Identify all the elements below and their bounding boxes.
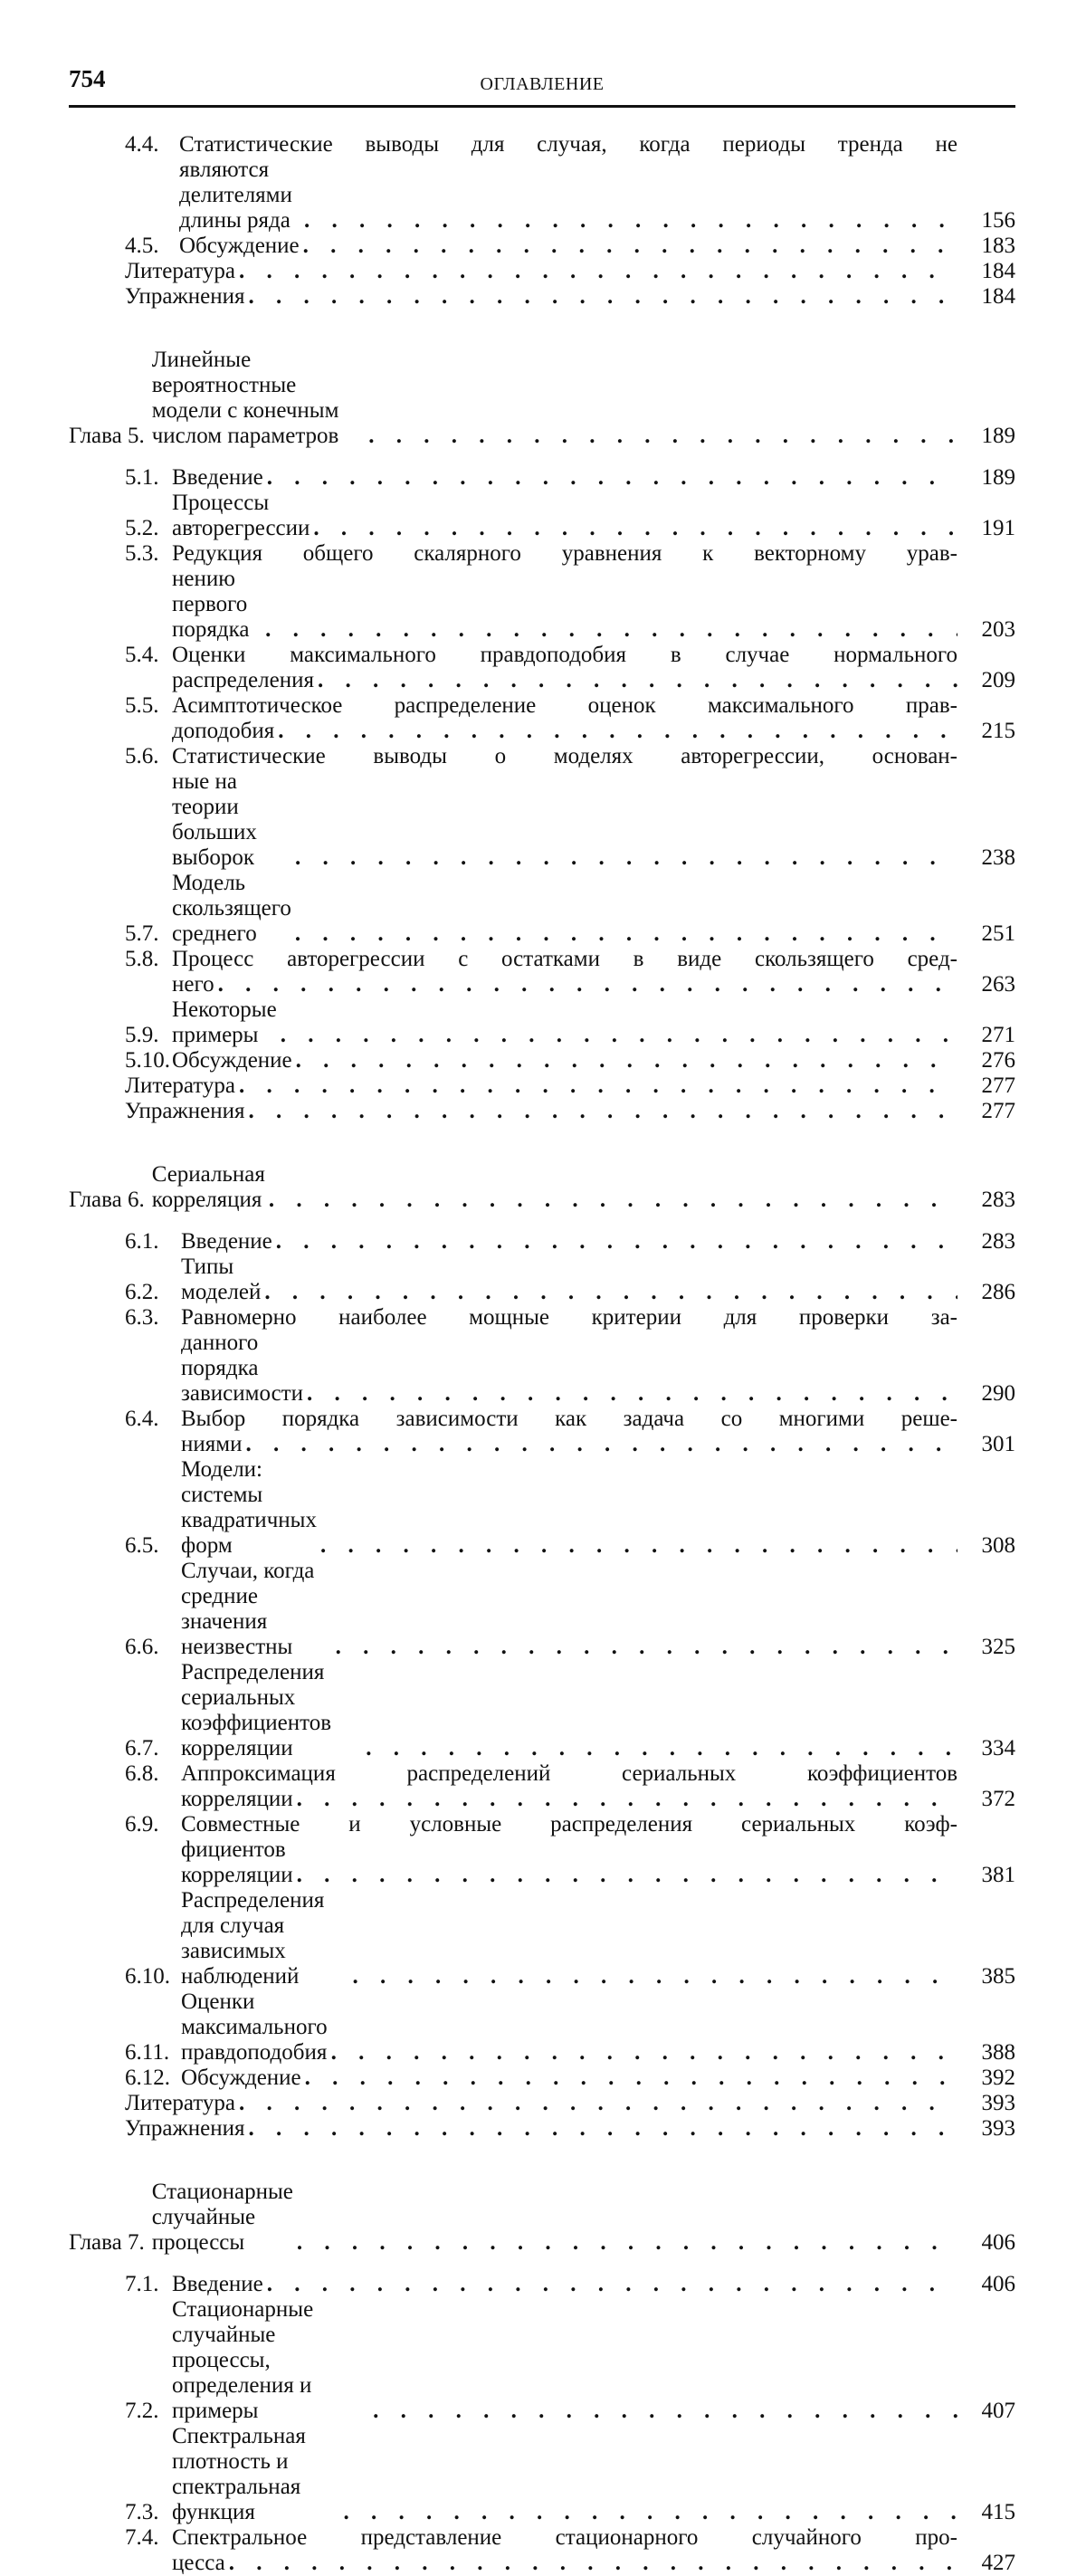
dot-leader	[303, 1381, 957, 1407]
section-number: 5.8.	[125, 947, 159, 971]
toc-section-entry[interactable]	[69, 1457, 1015, 1559]
chapter-label: Глава 5.	[69, 424, 145, 448]
dot-leader	[292, 1048, 957, 1073]
dot-leader	[263, 2272, 957, 2297]
toc-reference-entry[interactable]	[69, 1073, 1015, 1099]
section-title: Модели: системы квадратичных форм	[181, 1457, 317, 1558]
page-reference: 189	[981, 465, 1015, 490]
toc-section-entry[interactable]	[69, 541, 1015, 643]
section-number: 7.4.	[125, 2525, 159, 2550]
dot-leader	[277, 1023, 957, 1048]
section-number: 5.2.	[125, 516, 159, 540]
chapter-heading[interactable]	[69, 1162, 1015, 1213]
page-reference: 183	[981, 234, 1015, 258]
dot-leader	[244, 1099, 957, 1124]
section-title: Спектральная плотность и спектральная функция	[172, 2424, 306, 2524]
section-number: 5.1.	[125, 465, 159, 490]
page-reference: 277	[981, 1099, 1015, 1123]
chapter-heading[interactable]	[69, 348, 1015, 449]
section-number: 5.3.	[125, 541, 159, 566]
toc-section-entry[interactable]	[69, 132, 1015, 234]
dot-leader	[291, 845, 957, 871]
toc-section-entry[interactable]	[69, 1989, 1015, 2066]
dot-leader	[317, 1533, 957, 1559]
section-number: 6.11.	[125, 2040, 170, 2065]
page-reference: 263	[981, 972, 1015, 997]
section-number: 6.10.	[125, 1964, 170, 1989]
section-title: Стационарные случайные процессы, определения и примеры	[172, 2297, 314, 2423]
toc-section-entry[interactable]	[69, 234, 1015, 259]
dot-leader	[300, 208, 957, 234]
dot-leader	[291, 921, 957, 947]
section-title: Введение	[181, 1229, 272, 1254]
page-reference: 251	[981, 921, 1015, 946]
section-title: Распределения для случая зависимых наблюдений	[181, 1888, 325, 1989]
toc-section-entry[interactable]	[69, 947, 1015, 997]
toc-reference-entry[interactable]	[69, 2091, 1015, 2116]
dot-leader	[262, 617, 957, 643]
section-title: Оценки максимального правдоподобия	[181, 1989, 328, 2065]
page-reference: 372	[981, 1787, 1015, 1811]
section-title-continuation: цесса	[172, 2551, 225, 2575]
chapter5-block	[69, 348, 1015, 1124]
chapter-title: Сериальная корреляция	[151, 1162, 265, 1212]
chapter-label: Глава 7.	[69, 2230, 145, 2255]
toc-section-entry[interactable]	[69, 2424, 1015, 2525]
toc-section-entry[interactable]	[69, 2297, 1015, 2424]
section-title-continuation: корреляции	[181, 1787, 293, 1811]
page-reference: 189	[981, 424, 1015, 448]
section-title-line: Спектральное представление стационарного случайного про-	[172, 2525, 957, 2550]
table-of-contents	[69, 132, 1015, 2576]
section-title-line: Оценки максимального правдоподобия в случае нормального	[172, 643, 957, 667]
toc-section-entry[interactable]	[69, 491, 1015, 541]
dot-leader	[225, 2551, 957, 2576]
section-number: 5.6.	[125, 744, 159, 768]
dot-leader	[244, 2116, 957, 2142]
section-title-line: Редукция общего скалярного уравнения к векторному урав-	[172, 541, 957, 566]
toc-section-entry[interactable]	[69, 1305, 1015, 1407]
page-reference: 286	[981, 1280, 1015, 1304]
page-reference: 191	[981, 516, 1015, 540]
toc-section-entry[interactable]	[69, 693, 1015, 744]
chapter-label: Глава 6.	[69, 1188, 145, 1212]
chapter-heading[interactable]	[69, 2180, 1015, 2256]
section-number: 5.10.	[125, 1048, 170, 1073]
toc-section-entry[interactable]	[69, 1559, 1015, 1660]
toc-section-entry[interactable]	[69, 997, 1015, 1048]
dot-leader	[272, 1229, 957, 1255]
section-title-continuation: него	[172, 972, 214, 997]
section-title-line: Выбор порядка зависимости как задача со многими реше-	[181, 1407, 957, 1431]
dot-leader	[235, 2091, 957, 2116]
section-number: 5.5.	[125, 693, 159, 718]
page-reference: 203	[981, 617, 1015, 642]
page-reference: 393	[981, 2091, 1015, 2115]
dot-leader	[242, 1432, 957, 1457]
section-title-continuation: ниями	[181, 1432, 243, 1456]
reference-title: Упражнения	[125, 284, 245, 309]
page-reference: 215	[981, 719, 1015, 743]
section-number: 6.3.	[125, 1305, 159, 1330]
dot-leader	[235, 1073, 957, 1099]
section-title: Обсуждение	[172, 1048, 292, 1073]
section-title: Обсуждение	[181, 2066, 301, 2090]
section-title: Некоторые примеры	[172, 997, 277, 1047]
toc-reference-entry[interactable]	[69, 2116, 1015, 2142]
toc-section-entry[interactable]	[69, 1660, 1015, 1761]
toc-section-entry[interactable]	[69, 871, 1015, 947]
page-reference: 290	[981, 1381, 1015, 1406]
dot-leader	[328, 2040, 957, 2066]
page-reference: 271	[981, 1023, 1015, 1047]
section-title-line: Статистические выводы для случая, когда периоды тренда не	[179, 132, 957, 157]
toc-section-entry[interactable]	[69, 2272, 1015, 2297]
section-title-line: Совместные и условные распределения сериальных коэф-	[181, 1812, 957, 1837]
chapter-title: Стационарные случайные процессы	[151, 2180, 293, 2255]
section-title-line: Аппроксимация распределений сериальных коэффициентов	[181, 1761, 957, 1786]
page-reference: 334	[981, 1736, 1015, 1760]
page-reference: 308	[981, 1533, 1015, 1558]
toc-section-entry[interactable]	[69, 1812, 1015, 1888]
page-reference: 388	[981, 2040, 1015, 2065]
chapter6-block	[69, 1162, 1015, 2142]
section-title-line: Асимптотическое распределение оценок максимального прав-	[172, 693, 957, 718]
section-number: 6.6.	[125, 1635, 159, 1659]
section-title-continuation: распределения	[172, 668, 314, 692]
section-title-continuation: данного порядка зависимости	[181, 1331, 303, 1406]
continued-chapter-block	[69, 132, 1015, 310]
section-number: 6.4.	[125, 1407, 159, 1431]
section-title: Обсуждение	[179, 234, 300, 258]
page-reference: 276	[981, 1048, 1015, 1073]
page-reference: 184	[981, 259, 1015, 283]
page-reference: 283	[981, 1188, 1015, 1212]
section-title-continuation: нению первого порядка	[172, 567, 250, 642]
section-title: Типы моделей	[181, 1255, 262, 1304]
section-title: Введение	[172, 465, 263, 490]
dot-leader	[214, 972, 957, 997]
page-reference: 385	[981, 1964, 1015, 1989]
page-header	[69, 63, 1015, 108]
section-title-line: Равномерно наиболее мощные критерии для проверки за-	[181, 1305, 957, 1330]
section-title-line: Статистические выводы о моделях авторегрессии, основан-	[172, 744, 957, 768]
toc-reference-entry[interactable]	[69, 259, 1015, 284]
section-number: 5.9.	[125, 1023, 159, 1047]
toc-section-entry[interactable]	[69, 643, 1015, 693]
reference-title: Упражнения	[125, 2116, 245, 2141]
dot-leader	[265, 1188, 957, 1213]
section-number: 6.9.	[125, 1812, 159, 1837]
toc-section-entry[interactable]	[69, 465, 1015, 491]
page-reference: 301	[981, 1432, 1015, 1456]
toc-section-entry[interactable]	[69, 2066, 1015, 2091]
toc-section-entry[interactable]	[69, 1229, 1015, 1255]
dot-leader	[339, 2500, 957, 2525]
reference-title: Литература	[125, 2091, 235, 2115]
dot-leader	[293, 2230, 957, 2256]
toc-section-entry[interactable]	[69, 2525, 1015, 2576]
toc-section-entry[interactable]	[69, 1407, 1015, 1457]
toc-reference-entry[interactable]	[69, 284, 1015, 310]
page-reference: 325	[981, 1635, 1015, 1659]
section-number: 5.7.	[125, 921, 159, 946]
dot-leader	[332, 1635, 957, 1660]
dot-leader	[274, 719, 957, 744]
page-reference: 392	[981, 2066, 1015, 2090]
page-reference: 238	[981, 845, 1015, 870]
section-title: Случаи, когда средние значения неизвестны	[181, 1559, 315, 1659]
section-number: 6.12.	[125, 2066, 170, 2090]
dot-leader	[263, 465, 957, 491]
section-number: 6.8.	[125, 1761, 159, 1786]
page-reference: 156	[981, 208, 1015, 233]
reference-title: Литература	[125, 1073, 235, 1098]
running-title: ОГЛАВЛЕНИЕ	[480, 74, 605, 94]
dot-leader	[349, 1964, 957, 1989]
section-number: 7.1.	[125, 2272, 159, 2296]
toc-reference-entry[interactable]	[69, 1099, 1015, 1124]
page-reference: 415	[981, 2500, 1015, 2524]
chapter7-block	[69, 2180, 1015, 2576]
section-number: 7.2.	[125, 2399, 159, 2423]
section-title: Модель скользящего среднего	[172, 871, 291, 946]
dot-leader	[310, 516, 957, 541]
dot-leader	[301, 2066, 957, 2091]
page-number: 754	[69, 65, 106, 92]
section-number: 7.3.	[125, 2500, 159, 2524]
dot-leader	[365, 424, 957, 449]
toc-section-entry[interactable]	[69, 1048, 1015, 1073]
section-title-continuation: доподобия	[172, 719, 275, 743]
chapter-title: Линейные вероятностные модели с конечным числом параметров	[151, 348, 339, 448]
dot-leader	[293, 1863, 957, 1888]
dot-leader	[261, 1280, 957, 1305]
dot-leader	[235, 259, 957, 284]
section-number: 6.1.	[125, 1229, 159, 1254]
toc-section-entry[interactable]	[69, 1888, 1015, 1989]
section-title: Распределения сериальных коэффициентов корреляции	[181, 1660, 332, 1760]
page-reference: 406	[981, 2230, 1015, 2255]
section-title-continuation: ные на теории больших выборок	[172, 769, 257, 870]
page-reference: 283	[981, 1229, 1015, 1254]
page-reference: 381	[981, 1863, 1015, 1887]
reference-title: Литература	[125, 259, 235, 283]
section-title-continuation: являются делителями длины ряда	[179, 157, 292, 233]
section-number: 5.4.	[125, 643, 159, 667]
section-number: 6.2.	[125, 1280, 159, 1304]
page-reference: 407	[981, 2399, 1015, 2423]
page-reference: 277	[981, 1073, 1015, 1098]
section-title-continuation: фициентов корреляции	[181, 1837, 293, 1887]
section-number: 4.5.	[125, 234, 159, 258]
dot-leader	[362, 1736, 957, 1761]
section-title-line: Процесс авторегрессии с остатками в виде скользящего сред-	[172, 947, 957, 971]
page-reference: 406	[981, 2272, 1015, 2296]
dot-leader	[300, 234, 957, 259]
dot-leader	[293, 1787, 957, 1812]
section-title: Введение	[172, 2272, 263, 2296]
dot-leader	[369, 2399, 957, 2424]
section-title: Процессы авторегрессии	[172, 491, 310, 540]
toc-section-entry[interactable]	[69, 1761, 1015, 1812]
page-reference: 209	[981, 668, 1015, 692]
page-reference: 393	[981, 2116, 1015, 2141]
toc-section-entry[interactable]	[69, 744, 1015, 871]
page-reference: 427	[981, 2551, 1015, 2575]
toc-section-entry[interactable]	[69, 1255, 1015, 1305]
section-number: 4.4.	[125, 132, 159, 157]
dot-leader	[314, 668, 957, 693]
page-reference: 184	[981, 284, 1015, 309]
section-number: 6.5.	[125, 1533, 159, 1558]
reference-title: Упражнения	[125, 1099, 245, 1123]
section-number: 6.7.	[125, 1736, 159, 1760]
dot-leader	[244, 284, 957, 310]
